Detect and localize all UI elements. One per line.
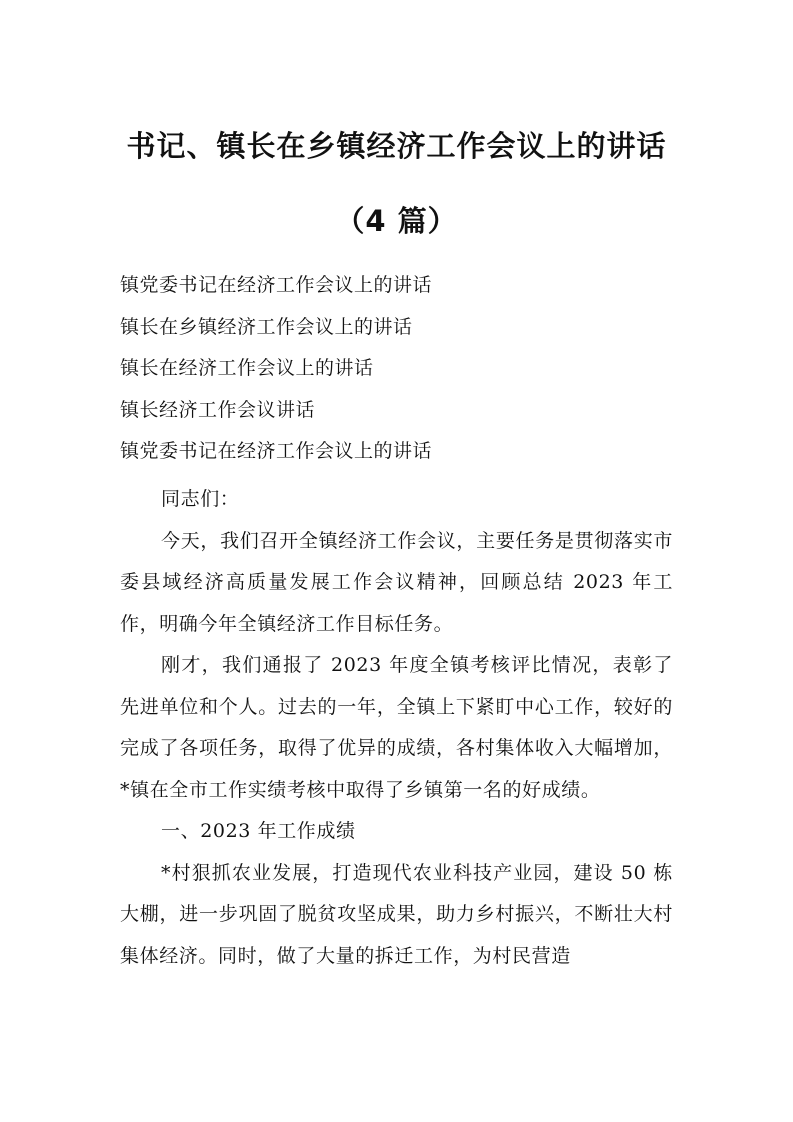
document-subtitle: （4 篇） <box>335 204 458 238</box>
section-heading: 一、2023 年工作成绩 <box>161 820 356 842</box>
toc-item: 镇长在经济工作会议上的讲话 <box>120 357 374 379</box>
table-of-contents <box>120 271 432 479</box>
toc-item: 镇长在乡镇经济工作会议上的讲话 <box>120 315 413 338</box>
paragraph: 刚才，我们通报了 2023 年度全镇考核评比情况，表彰了先进单位和个人。过去的一年，全镇上下紧盯中心工作，较好的完成了各项任务，取得了优异的成绩，各村集体收入大幅增加，*镇在全市工作实绩考核中取得了乡镇第一名的好成绩。 <box>120 654 673 801</box>
toc-item: 镇长经济工作会议讲话 <box>120 398 316 421</box>
greeting: 同志们： <box>161 488 240 510</box>
toc-item: 镇党委书记在经济工作会议上的讲话 <box>120 440 433 462</box>
paragraph: *村狠抓农业发展，打造现代农业科技产业园，建设 50 栋大棚，进一步巩固了脱贫攻坚成果，助力乡村振兴，不断壮大村集体经济。同时，做了大量的拆迁工作，为村民营造 <box>120 861 673 967</box>
toc-item: 镇党委书记在经济工作会议上的讲话 <box>120 274 433 296</box>
paragraph: 今天，我们召开全镇经济工作会议，主要任务是贯彻落实市委县域经济高质量发展工作会议精神，回顾总结 2023 年工作，明确今年全镇经济工作目标任务。 <box>120 529 673 635</box>
document-title: 书记、镇长在乡镇经济工作会议上的讲话 <box>126 129 667 163</box>
speech-body <box>120 479 673 977</box>
